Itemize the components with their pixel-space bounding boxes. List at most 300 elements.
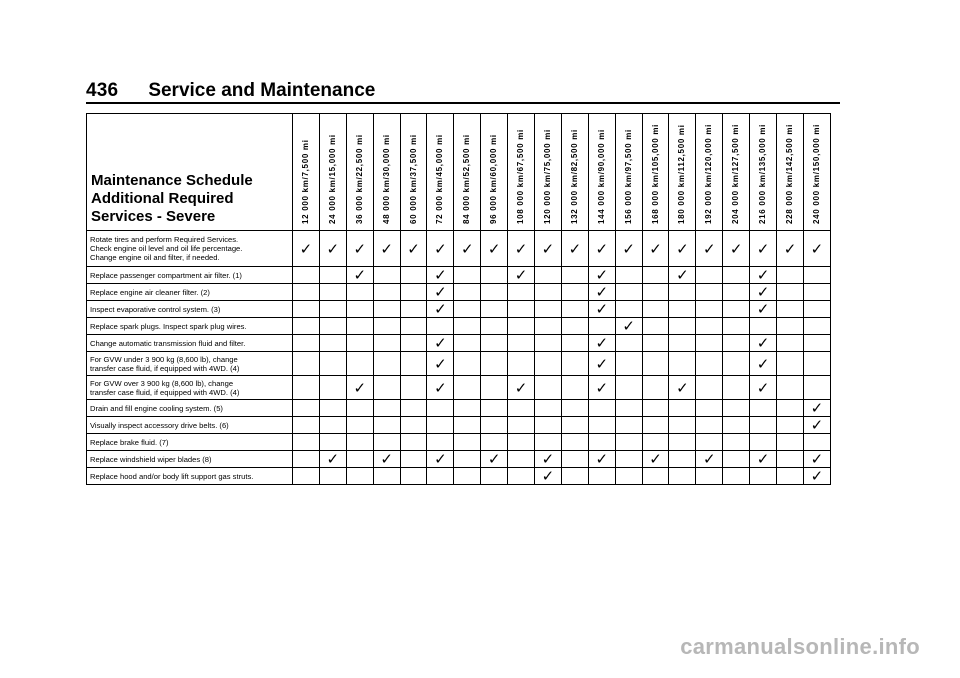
service-description xyxy=(87,417,293,434)
empty-cell xyxy=(400,400,427,417)
checkmark-icon: ✓ xyxy=(353,378,367,397)
checkmark-cell xyxy=(535,231,562,267)
service-description xyxy=(87,231,293,267)
empty-cell xyxy=(535,318,562,335)
checkmark-icon: ✓ xyxy=(810,416,824,434)
empty-cell xyxy=(508,301,535,318)
empty-cell xyxy=(777,417,804,434)
checkmark-icon: ✓ xyxy=(729,239,743,258)
interval-label: 120 000 km/75,000 mi xyxy=(542,129,552,224)
empty-cell xyxy=(319,468,346,485)
checkmark-cell xyxy=(588,267,615,284)
checkmark-cell xyxy=(481,231,508,267)
empty-cell xyxy=(319,267,346,284)
empty-cell xyxy=(723,376,750,400)
empty-cell xyxy=(481,400,508,417)
empty-cell xyxy=(669,400,696,417)
checkmark-icon: ✓ xyxy=(514,378,528,397)
empty-cell xyxy=(481,301,508,318)
empty-cell xyxy=(696,468,723,485)
checkmark-icon: ✓ xyxy=(756,334,770,352)
interval-column-header xyxy=(346,114,373,231)
checkmark-cell xyxy=(696,451,723,468)
checkmark-cell xyxy=(803,468,830,485)
empty-cell xyxy=(588,318,615,335)
empty-cell xyxy=(454,434,481,451)
checkmark-cell xyxy=(373,231,400,267)
checkmark-cell xyxy=(346,231,373,267)
empty-cell xyxy=(669,451,696,468)
empty-cell xyxy=(561,335,588,352)
checkmark-icon: ✓ xyxy=(353,266,367,284)
empty-cell xyxy=(535,267,562,284)
service-description-line: Change automatic transmission fluid and filter. xyxy=(90,338,246,348)
empty-cell xyxy=(561,468,588,485)
empty-cell xyxy=(319,376,346,400)
service-description-line: Drain and fill engine cooling system. (5) xyxy=(90,403,223,413)
checkmark-cell xyxy=(723,231,750,267)
service-description xyxy=(87,352,293,376)
service-description-line: Replace hood and/or body lift support gas struts. xyxy=(90,471,254,481)
empty-cell xyxy=(346,284,373,301)
service-row xyxy=(87,231,831,267)
service-row xyxy=(87,284,831,301)
checkmark-icon: ✓ xyxy=(810,450,824,468)
empty-cell xyxy=(427,468,454,485)
checkmark-cell xyxy=(803,417,830,434)
checkmark-icon: ✓ xyxy=(568,239,582,258)
checkmark-icon: ✓ xyxy=(756,283,770,301)
checkmark-icon: ✓ xyxy=(487,450,501,468)
interval-label: 108 000 km/67,500 mi xyxy=(516,129,526,224)
empty-cell xyxy=(615,301,642,318)
empty-cell xyxy=(319,335,346,352)
empty-cell xyxy=(508,417,535,434)
empty-cell xyxy=(803,318,830,335)
empty-cell xyxy=(642,400,669,417)
empty-cell xyxy=(615,417,642,434)
checkmark-icon: ✓ xyxy=(622,317,635,335)
empty-cell xyxy=(293,318,320,335)
schedule-title xyxy=(87,114,293,231)
schedule-title-line: Maintenance Schedule xyxy=(91,172,253,189)
empty-cell xyxy=(481,267,508,284)
empty-cell xyxy=(481,352,508,376)
empty-cell xyxy=(293,376,320,400)
service-description xyxy=(87,284,293,301)
empty-cell xyxy=(400,451,427,468)
checkmark-cell xyxy=(777,231,804,267)
service-description xyxy=(87,376,293,400)
empty-cell xyxy=(588,417,615,434)
empty-cell xyxy=(777,335,804,352)
empty-cell xyxy=(319,417,346,434)
interval-label: 12 000 km/7,500 mi xyxy=(300,139,310,224)
empty-cell xyxy=(293,352,320,376)
empty-cell xyxy=(642,352,669,376)
empty-cell xyxy=(373,376,400,400)
service-description xyxy=(87,301,293,318)
page-number: 436 xyxy=(86,80,119,101)
checkmark-icon: ✓ xyxy=(703,239,716,258)
empty-cell xyxy=(293,284,320,301)
checkmark-cell xyxy=(427,335,454,352)
interval-label: 84 000 km/52,500 mi xyxy=(462,134,472,224)
checkmark-icon: ✓ xyxy=(595,378,609,397)
checkmark-icon: ✓ xyxy=(756,354,770,373)
interval-label: 60 000 km/37,500 mi xyxy=(408,134,418,224)
service-description xyxy=(87,318,293,335)
empty-cell xyxy=(723,417,750,434)
watermark: carmanualsonline.info xyxy=(680,634,920,659)
empty-cell xyxy=(615,451,642,468)
interval-column-header xyxy=(750,114,777,231)
checkmark-cell xyxy=(803,451,830,468)
empty-cell xyxy=(750,468,777,485)
schedule-title-line: Services - Severe xyxy=(91,208,216,225)
empty-cell xyxy=(319,318,346,335)
empty-cell xyxy=(319,284,346,301)
empty-cell xyxy=(696,301,723,318)
empty-cell xyxy=(723,335,750,352)
checkmark-icon: ✓ xyxy=(595,354,609,373)
empty-cell xyxy=(535,376,562,400)
empty-cell xyxy=(669,468,696,485)
checkmark-icon: ✓ xyxy=(299,239,313,258)
empty-cell xyxy=(642,468,669,485)
service-row xyxy=(87,267,831,284)
empty-cell xyxy=(777,352,804,376)
service-description-line: transfer case fluid, if equipped with 4WD. (4) xyxy=(90,387,240,397)
interval-column-header xyxy=(561,114,588,231)
empty-cell xyxy=(750,400,777,417)
checkmark-cell xyxy=(750,352,777,376)
empty-cell xyxy=(615,400,642,417)
checkmark-cell xyxy=(508,231,535,267)
checkmark-icon: ✓ xyxy=(541,467,555,485)
checkmark-cell xyxy=(427,231,454,267)
empty-cell xyxy=(642,335,669,352)
interval-label: 144 000 km/90,000 mi xyxy=(596,129,606,224)
checkmark-icon: ✓ xyxy=(622,239,635,258)
interval-column-header xyxy=(803,114,830,231)
empty-cell xyxy=(777,376,804,400)
checkmark-cell xyxy=(588,451,615,468)
empty-cell xyxy=(319,434,346,451)
empty-cell xyxy=(427,318,454,335)
service-row xyxy=(87,468,831,485)
checkmark-icon: ✓ xyxy=(756,239,770,258)
empty-cell xyxy=(481,434,508,451)
checkmark-cell xyxy=(750,284,777,301)
interval-label: 96 000 km/60,000 mi xyxy=(489,134,499,224)
checkmark-icon: ✓ xyxy=(595,300,609,318)
schedule-title-line: Additional Required xyxy=(91,190,234,207)
checkmark-icon: ✓ xyxy=(407,239,420,258)
empty-cell xyxy=(561,400,588,417)
empty-cell xyxy=(615,434,642,451)
interval-label: 168 000 km/105,000 mi xyxy=(650,123,660,224)
empty-cell xyxy=(561,376,588,400)
empty-cell xyxy=(615,468,642,485)
empty-cell xyxy=(508,434,535,451)
empty-cell xyxy=(777,400,804,417)
empty-cell xyxy=(723,468,750,485)
empty-cell xyxy=(454,318,481,335)
interval-column-header xyxy=(669,114,696,231)
interval-header-row xyxy=(87,114,831,231)
empty-cell xyxy=(669,284,696,301)
empty-cell xyxy=(454,400,481,417)
service-description xyxy=(87,400,293,417)
checkmark-cell xyxy=(319,451,346,468)
empty-cell xyxy=(427,434,454,451)
empty-cell xyxy=(696,352,723,376)
checkmark-icon: ✓ xyxy=(595,239,609,258)
service-description-line: Replace spark plugs. Inspect spark plug wires. xyxy=(90,321,247,331)
service-description-line: Replace windshield wiper blades (8) xyxy=(90,454,212,464)
empty-cell xyxy=(561,284,588,301)
checkmark-icon: ✓ xyxy=(756,300,770,318)
checkmark-cell xyxy=(750,231,777,267)
empty-cell xyxy=(535,400,562,417)
empty-cell xyxy=(803,284,830,301)
empty-cell xyxy=(400,301,427,318)
empty-cell xyxy=(723,318,750,335)
checkmark-icon: ✓ xyxy=(595,283,609,301)
empty-cell xyxy=(293,417,320,434)
empty-cell xyxy=(642,301,669,318)
checkmark-icon: ✓ xyxy=(541,239,555,258)
checkmark-cell xyxy=(346,376,373,400)
checkmark-icon: ✓ xyxy=(703,450,716,468)
empty-cell xyxy=(561,318,588,335)
empty-cell xyxy=(319,352,346,376)
service-description-line: For GVW over 3 900 kg (8,600 lb), change xyxy=(90,378,234,388)
empty-cell xyxy=(615,284,642,301)
service-row xyxy=(87,335,831,352)
empty-cell xyxy=(508,335,535,352)
header-rule xyxy=(86,102,840,104)
empty-cell xyxy=(454,267,481,284)
interval-column-header xyxy=(481,114,508,231)
checkmark-cell xyxy=(615,318,642,335)
checkmark-cell xyxy=(535,451,562,468)
empty-cell xyxy=(508,451,535,468)
interval-label: 24 000 km/15,000 mi xyxy=(327,134,337,224)
empty-cell xyxy=(346,335,373,352)
service-row xyxy=(87,352,831,376)
empty-cell xyxy=(696,400,723,417)
checkmark-icon: ✓ xyxy=(756,450,770,468)
checkmark-cell xyxy=(427,301,454,318)
checkmark-cell xyxy=(427,267,454,284)
checkmark-cell xyxy=(750,376,777,400)
interval-label: 228 000 km/142,500 mi xyxy=(784,123,794,224)
service-description xyxy=(87,451,293,468)
service-row xyxy=(87,400,831,417)
empty-cell xyxy=(373,434,400,451)
interval-column-header xyxy=(615,114,642,231)
interval-label: 180 000 km/112,500 mi xyxy=(677,124,687,224)
checkmark-icon: ✓ xyxy=(514,266,528,284)
empty-cell xyxy=(481,468,508,485)
checkmark-icon: ✓ xyxy=(353,239,367,258)
empty-cell xyxy=(561,352,588,376)
service-row xyxy=(87,434,831,451)
empty-cell xyxy=(373,318,400,335)
empty-cell xyxy=(669,434,696,451)
checkmark-cell xyxy=(427,376,454,400)
service-row xyxy=(87,417,831,434)
empty-cell xyxy=(454,417,481,434)
empty-cell xyxy=(615,352,642,376)
empty-cell xyxy=(373,400,400,417)
checkmark-cell xyxy=(535,468,562,485)
checkmark-icon: ✓ xyxy=(434,283,447,301)
empty-cell xyxy=(373,335,400,352)
empty-cell xyxy=(400,267,427,284)
checkmark-cell xyxy=(561,231,588,267)
checkmark-icon: ✓ xyxy=(649,239,662,258)
empty-cell xyxy=(723,434,750,451)
empty-cell xyxy=(454,284,481,301)
empty-cell xyxy=(508,352,535,376)
empty-cell xyxy=(777,318,804,335)
empty-cell xyxy=(454,468,481,485)
empty-cell xyxy=(750,417,777,434)
service-description xyxy=(87,434,293,451)
empty-cell xyxy=(319,301,346,318)
checkmark-icon: ✓ xyxy=(676,239,689,258)
interval-column-header xyxy=(588,114,615,231)
empty-cell xyxy=(319,400,346,417)
empty-cell xyxy=(293,468,320,485)
empty-cell xyxy=(508,400,535,417)
empty-cell xyxy=(723,301,750,318)
checkmark-icon: ✓ xyxy=(434,266,447,284)
empty-cell xyxy=(481,318,508,335)
checkmark-cell xyxy=(803,231,830,267)
empty-cell xyxy=(777,434,804,451)
empty-cell xyxy=(293,335,320,352)
interval-label: 48 000 km/30,000 mi xyxy=(381,134,391,224)
empty-cell xyxy=(723,284,750,301)
empty-cell xyxy=(777,284,804,301)
checkmark-cell xyxy=(750,335,777,352)
checkmark-icon: ✓ xyxy=(756,266,770,284)
empty-cell xyxy=(669,352,696,376)
empty-cell xyxy=(535,434,562,451)
checkmark-icon: ✓ xyxy=(649,450,662,468)
checkmark-icon: ✓ xyxy=(434,239,447,258)
checkmark-icon: ✓ xyxy=(810,399,824,417)
checkmark-cell xyxy=(427,284,454,301)
checkmark-cell xyxy=(588,352,615,376)
empty-cell xyxy=(400,352,427,376)
checkmark-cell xyxy=(669,231,696,267)
empty-cell xyxy=(481,417,508,434)
empty-cell xyxy=(696,284,723,301)
checkmark-cell xyxy=(319,231,346,267)
service-description-line: Replace engine air cleaner filter. (2) xyxy=(90,287,210,297)
empty-cell xyxy=(293,400,320,417)
checkmark-cell xyxy=(346,267,373,284)
empty-cell xyxy=(777,451,804,468)
empty-cell xyxy=(293,267,320,284)
empty-cell xyxy=(400,318,427,335)
service-row xyxy=(87,318,831,335)
empty-cell xyxy=(615,267,642,284)
empty-cell xyxy=(481,284,508,301)
empty-cell xyxy=(346,400,373,417)
empty-cell xyxy=(669,335,696,352)
empty-cell xyxy=(669,301,696,318)
empty-cell xyxy=(373,267,400,284)
empty-cell xyxy=(346,468,373,485)
empty-cell xyxy=(642,376,669,400)
service-row xyxy=(87,376,831,400)
empty-cell xyxy=(373,301,400,318)
interval-column-header xyxy=(642,114,669,231)
empty-cell xyxy=(750,318,777,335)
empty-cell xyxy=(696,267,723,284)
empty-cell xyxy=(777,267,804,284)
service-description-line: Inspect evaporative control system. (3) xyxy=(90,304,221,314)
empty-cell xyxy=(346,301,373,318)
checkmark-cell xyxy=(669,376,696,400)
empty-cell xyxy=(400,434,427,451)
interval-label: 36 000 km/22,500 mi xyxy=(354,134,364,224)
empty-cell xyxy=(293,301,320,318)
empty-cell xyxy=(615,335,642,352)
checkmark-icon: ✓ xyxy=(783,239,797,258)
empty-cell xyxy=(508,468,535,485)
empty-cell xyxy=(508,284,535,301)
schedule-body xyxy=(87,231,831,485)
checkmark-icon: ✓ xyxy=(756,378,770,397)
empty-cell xyxy=(346,434,373,451)
interval-column-header xyxy=(696,114,723,231)
interval-column-header xyxy=(454,114,481,231)
empty-cell xyxy=(803,267,830,284)
service-description-line: Replace brake fluid. (7) xyxy=(90,437,169,447)
checkmark-icon: ✓ xyxy=(595,266,609,284)
interval-label: 240 000 km/150,000 mi xyxy=(811,123,821,224)
service-description-line: For GVW under 3 900 kg (8,600 lb), change xyxy=(90,354,238,364)
interval-label: 204 000 km/127,500 mi xyxy=(731,123,741,224)
empty-cell xyxy=(696,318,723,335)
empty-cell xyxy=(642,267,669,284)
checkmark-cell xyxy=(588,231,615,267)
empty-cell xyxy=(588,434,615,451)
checkmark-cell xyxy=(373,451,400,468)
empty-cell xyxy=(400,284,427,301)
interval-label: 156 000 km/97,500 mi xyxy=(623,129,633,224)
empty-cell xyxy=(723,267,750,284)
empty-cell xyxy=(454,352,481,376)
empty-cell xyxy=(427,400,454,417)
interval-label: 132 000 km/82,500 mi xyxy=(569,129,579,224)
empty-cell xyxy=(777,301,804,318)
interval-column-header xyxy=(723,114,750,231)
empty-cell xyxy=(346,417,373,434)
service-description-line: Change engine oil and filter, if needed. xyxy=(90,253,220,262)
empty-cell xyxy=(642,417,669,434)
empty-cell xyxy=(696,417,723,434)
checkmark-icon: ✓ xyxy=(434,354,447,373)
page-header xyxy=(86,80,375,102)
